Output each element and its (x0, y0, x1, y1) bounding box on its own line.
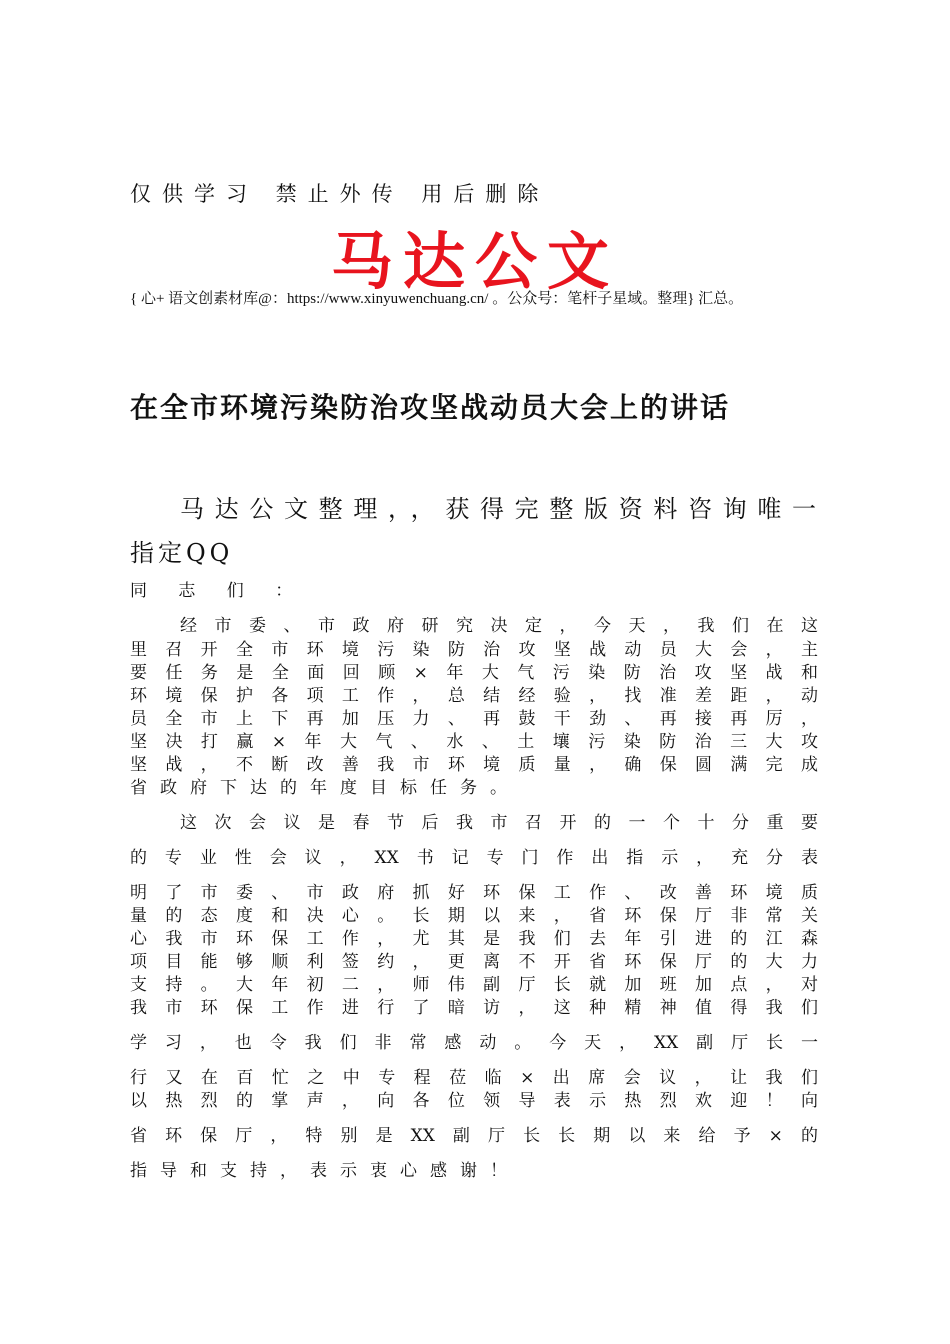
body-line: 里召开全市环境污染防治攻坚战动员大会，主 (130, 640, 818, 660)
body-line: 环境保护各项工作，总结经验，找准差距，动 (130, 686, 818, 706)
body-line: 以热烈的掌声，向各位领导表示热烈欢迎！向 (130, 1091, 818, 1111)
body-line: 我市环保工作进行了暗访，这种精神值得我们 (130, 998, 818, 1018)
body-line: 量的态度和决心。长期以来，省环保厅非常关 (130, 906, 818, 926)
body-line: 经市委、市政府研究决定，今天，我们在这 (180, 616, 818, 636)
body-line: 坚决打赢×年大气、水、土壤污染防治三大攻 (130, 732, 818, 752)
body-line: 支持。大年初二，师伟副厅长就加班加点，对 (130, 975, 818, 995)
document-title: 在全市环境污染防治攻坚战动员大会上的讲话 (130, 391, 731, 424)
body-line: 省政府下达的年度目标任务。 (130, 778, 520, 798)
body-line: 心我市环保工作，尤其是我们去年引进的江森 (130, 929, 818, 949)
distribution-notice: 仅供学习 禁止外传 用后删除 (130, 182, 550, 206)
body-line: 项目能够顺利签约，更离不开省环保厅的大力 (130, 952, 818, 972)
body-line: 要任务是全面回顾×年大气污染防治攻坚战和 (130, 663, 818, 683)
body-line: 这次会议是春节后我市召开的一个十分重要 (180, 813, 818, 833)
body-line: 学习，也令我们非常感动。今天，XX副厅长一 (130, 1033, 818, 1053)
lead-line: 指定QQ (130, 539, 234, 567)
body-line: 行又在百忙之中专程莅临×出席会议，让我们 (130, 1068, 818, 1088)
body-line: 员全市上下再加压力、再鼓干劲、再接再厉， (130, 709, 818, 729)
body-line: 的专业性会议，XX书记专门作出指示，充分表 (130, 848, 818, 868)
source-attribution: { 心+ 语文创素材库@：https://www.xinyuwenchuang.cn/ 。公众号：笔杆子星域。整理} 汇总。 (130, 291, 744, 307)
body-line: 指导和支持，表示衷心感谢！ (130, 1161, 520, 1181)
body-line: 明了市委、市政府抓好环保工作、改善环境质 (130, 883, 818, 903)
body-line: 省环保厅，特别是XX副厅长长期以来给予×的 (130, 1126, 818, 1146)
brand-logo-text: 马达公文 (330, 225, 619, 298)
lead-line: 马达公文整理，，获得完整版资料咨询唯一 (180, 495, 820, 523)
body-line: 坚战，不断改善我市环境质量，确保圆满完成 (130, 755, 818, 775)
salutation: 同 志 们 ： (130, 581, 306, 601)
